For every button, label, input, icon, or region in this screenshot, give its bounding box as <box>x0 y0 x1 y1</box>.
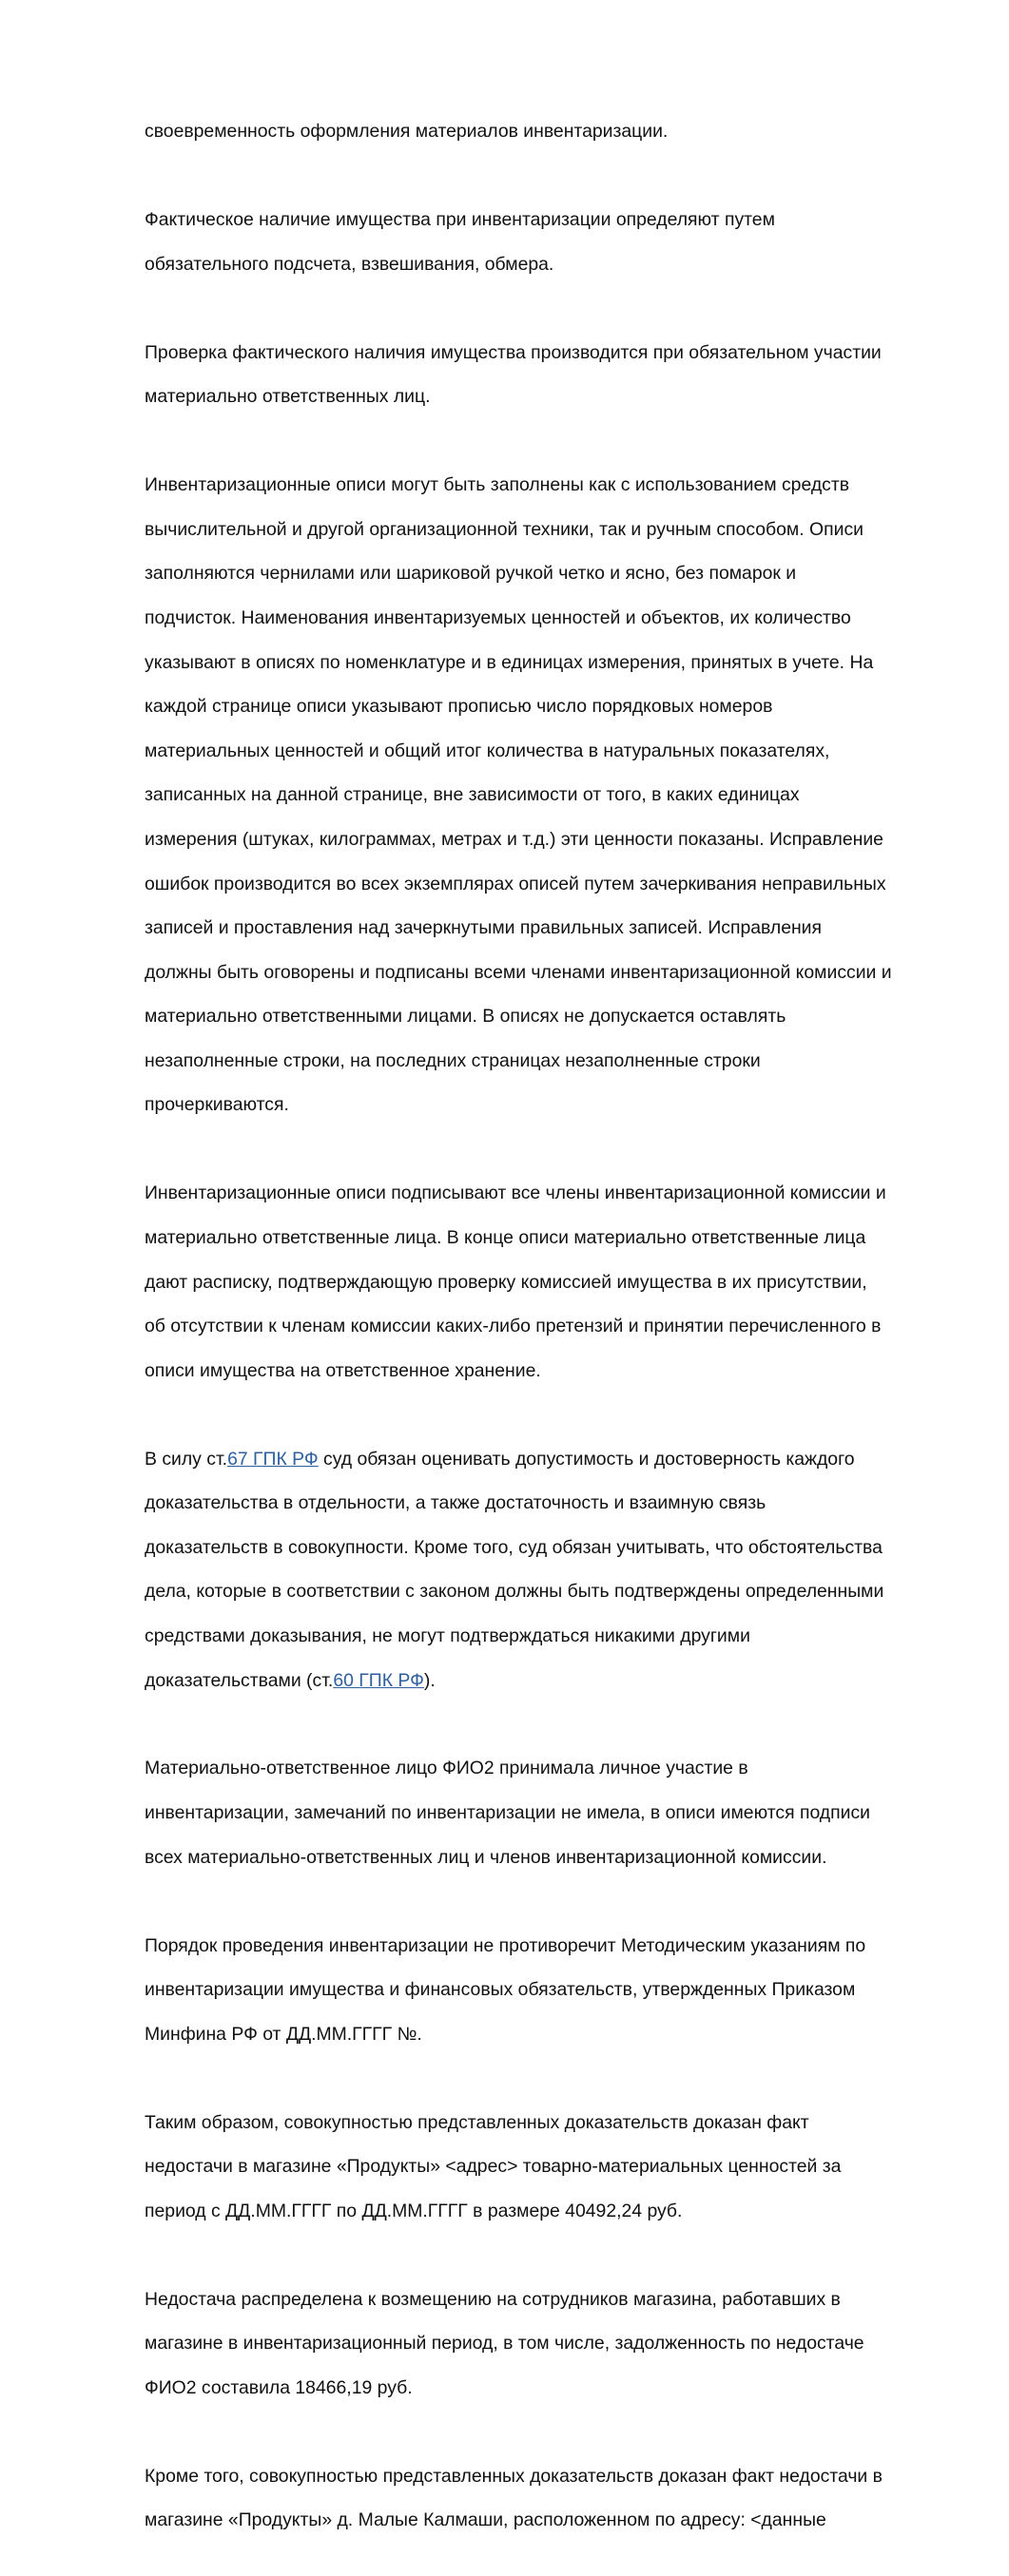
paragraph <box>145 2444 953 2554</box>
paragraph <box>145 99 953 165</box>
paragraph <box>145 2089 953 2244</box>
text-line: всех материально-ответственных лиц и членов инвентаризационной комиссии. <box>145 1846 827 1868</box>
text-line: инвентаризации, замечаний по инвентаризации не имела, в описи имеются подписи <box>145 1802 870 1824</box>
text-line: средствами доказывания, не могут подтверждаться никакими другими <box>145 1625 750 1646</box>
text-line: описи имущества на ответственное хранение. <box>145 1359 541 1381</box>
document-page <box>145 99 953 2576</box>
paragraph <box>145 1736 953 1891</box>
text-line: Инвентаризационные описи могут быть заполнены как с использованием средств <box>145 474 850 496</box>
text-line: вычислительной и другой организационной техники, так и ручным способом. Описи <box>145 518 863 540</box>
text-line: Недостача распределена к возмещению на сотрудников магазина, работавших в <box>145 2288 841 2310</box>
text-run: ). <box>423 1669 436 1691</box>
text-line: Проверка фактического наличия имущества производится при обязательном участии <box>145 341 882 363</box>
text-line: обязательного подсчета, взвешивания, обмера. <box>145 253 554 275</box>
law-link-article-67[interactable]: 67 ГПК РФ <box>227 1448 319 1470</box>
text-line: незаполненные строки, на последних страницах незаполненные строки <box>145 1049 761 1071</box>
paragraph <box>145 1913 953 2067</box>
text-line: доказательств в совокупности. Кроме того, суд обязан учитывать, что обстоятельства <box>145 1536 883 1558</box>
text-line: прочеркиваются. <box>145 1094 289 1116</box>
text-line: подчисток. Наименования инвентаризуемых ценностей и объектов, их количество <box>145 606 851 628</box>
paragraph <box>145 2266 953 2421</box>
text-run: доказательствами (ст. <box>145 1669 334 1691</box>
text-line: Таким образом, совокупностью представленных доказательств доказан факт <box>145 2111 809 2133</box>
text-line: Минфина РФ от ДД.ММ.ГГГГ №. <box>145 2023 422 2045</box>
text-line: недостачи в магазине «Продукты» <адрес> товарно-материальных ценностей за <box>145 2156 842 2178</box>
text-line: материальных ценностей и общий итог количества в натуральных показателях, <box>145 740 830 761</box>
text-line: магазине в инвентаризационный период, в том числе, задолженность по недостаче <box>145 2333 864 2355</box>
paragraph <box>145 1426 953 1714</box>
text-line: записей и проставления над зачеркнутыми правильных записей. Исправления <box>145 917 823 939</box>
text-line <box>145 1449 953 1471</box>
text-line: материально ответственные лица. В конце описи материально ответственные лица <box>145 1226 866 1248</box>
text-line: своевременность оформления материалов инвентаризации. <box>145 121 669 143</box>
paragraph <box>145 1161 953 1404</box>
text-line: указывают в описях по номенклатуре и в единицах измерения, принятых в учете. На <box>145 651 874 673</box>
law-link-article-60[interactable]: 60 ГПК РФ <box>333 1669 424 1691</box>
text-line: Фактическое наличие имущества при инвентаризации определяют путем <box>145 209 775 231</box>
text-line: доказательства в отдельности, а также достаточность и взаимную связь <box>145 1492 766 1514</box>
text-run: суд обязан оценивать допустимость и достоверность каждого <box>318 1448 855 1470</box>
text-line: должны быть оговорены и подписаны всеми членами инвентаризационной комиссии и <box>145 961 892 983</box>
text-line: ошибок производится во всех экземплярах описей путем зачеркивания неправильных <box>145 873 886 894</box>
text-line: материально ответственными лицами. В описях не допускается оставлять <box>145 1006 786 1028</box>
paragraph <box>145 187 953 298</box>
text-line: каждой странице описи указывают прописью число порядковых номеров <box>145 696 773 718</box>
paragraph <box>145 319 953 430</box>
text-line: Кроме того, совокупностью представленных доказательств доказан факт недостачи в <box>145 2465 883 2487</box>
text-line: дела, которые в соответствии с законом должны быть подтверждены определенными <box>145 1581 884 1603</box>
text-line: период с ДД.ММ.ГГГГ по ДД.ММ.ГГГГ в размере 40492,24 руб. <box>145 2200 683 2221</box>
text-line: Инвентаризационные описи подписывают все члены инвентаризационной комиссии и <box>145 1182 886 1204</box>
text-line: записанных на данной странице, вне зависимости от того, в каких единицах <box>145 784 800 806</box>
paragraph <box>145 452 953 1139</box>
text-line: заполняются чернилами или шариковой ручкой четко и ясно, без помарок и <box>145 563 797 585</box>
text-line: ФИО2 составила 18466,19 руб. <box>145 2376 413 2398</box>
text-run: В силу ст. <box>145 1448 228 1470</box>
text-line <box>145 1670 953 1692</box>
text-line: материально ответственных лиц. <box>145 386 431 408</box>
text-line: магазине «Продукты» д. Малые Калмаши, расположенном по адресу: <данные <box>145 2509 826 2531</box>
text-line: измерения (штуках, килограммах, метрах и т.д.) эти ценности показаны. Исправление <box>145 828 883 850</box>
text-line: об отсутствии к членам комиссии каких-либо претензий и принятии перечисленного в <box>145 1316 882 1337</box>
text-line: Материально-ответственное лицо ФИО2 принимала личное участие в <box>145 1758 748 1779</box>
text-line: инвентаризации имущества и финансовых обязательств, утвержденных Приказом <box>145 1979 856 2001</box>
text-line: дают расписку, подтверждающую проверку комиссией имущества в их присутствии, <box>145 1271 867 1293</box>
text-line: Порядок проведения инвентаризации не противоречит Методическим указаниям по <box>145 1934 866 1956</box>
